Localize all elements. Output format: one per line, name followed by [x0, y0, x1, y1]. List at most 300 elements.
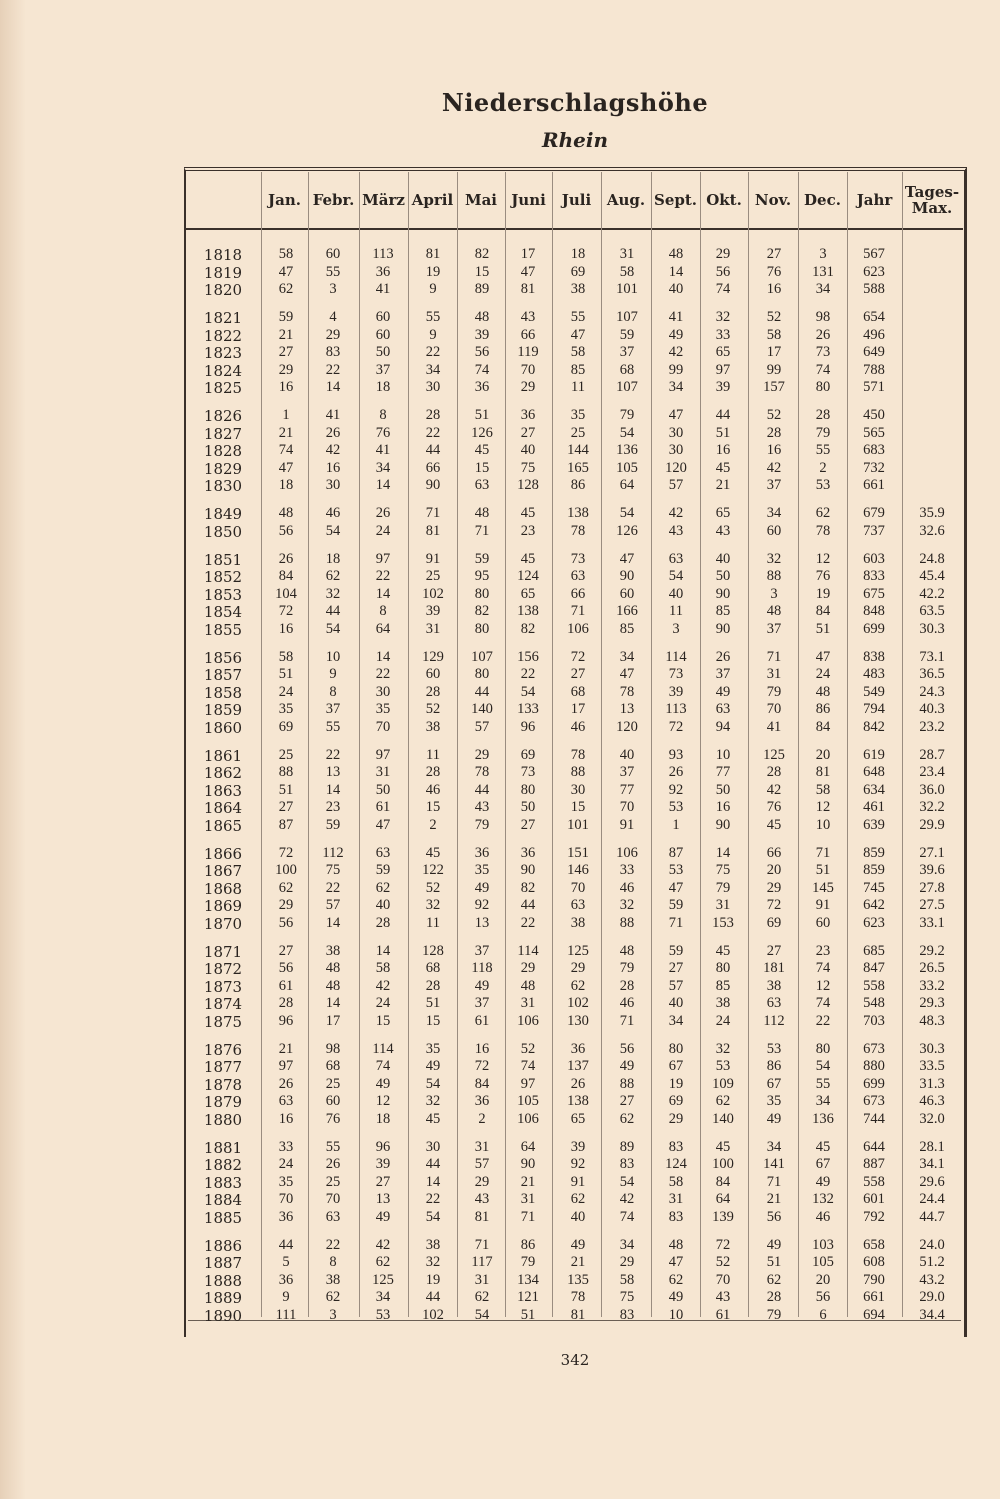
row-year: 1858: [203, 683, 243, 702]
table-cell: 65: [570, 1110, 586, 1127]
table-cell: 35: [766, 1093, 782, 1109]
table-cell: 32: [766, 550, 782, 567]
table-cell: 28.1: [919, 1138, 945, 1155]
table-cell: 91: [619, 816, 635, 833]
table-cell: 78: [619, 683, 635, 700]
table-cell: 21: [278, 1040, 294, 1057]
table-cell: 27: [520, 424, 536, 441]
table-cell: 62: [619, 1110, 635, 1127]
table-cell: 28: [425, 683, 441, 700]
table-cell: 67: [766, 1075, 782, 1092]
table-cell: 35: [425, 1040, 441, 1057]
table-cell: 106: [517, 1012, 539, 1029]
table-cell: 880: [863, 1058, 885, 1074]
table-cell: 790: [863, 1271, 885, 1288]
table-cell: 24.4: [919, 1191, 945, 1207]
table-cell: 49: [375, 1075, 391, 1092]
table-cell: 51: [815, 620, 831, 637]
row-year: 1886: [203, 1236, 243, 1255]
table-cell: 91: [570, 1173, 586, 1190]
row-year: 1870: [203, 914, 243, 933]
table-cell: 41: [375, 281, 391, 297]
table-cell: 36.5: [919, 666, 945, 682]
table-cell: 788: [863, 361, 885, 378]
table-cell: 42: [766, 781, 782, 798]
table-cell: 848: [863, 603, 885, 619]
table-cell: 85: [619, 620, 635, 637]
column-header: Nov.: [754, 191, 792, 209]
table-cell: 90: [425, 477, 441, 493]
table-cell: 19: [425, 1271, 441, 1288]
table-cell: 72: [278, 844, 294, 861]
table-cell: 3: [819, 246, 827, 262]
table-cell: 55: [325, 1138, 341, 1155]
table-cell: 639: [863, 816, 885, 833]
row-year: 1880: [203, 1110, 243, 1129]
table-cell: 33: [715, 326, 731, 343]
table-cell: 77: [715, 764, 731, 780]
table-cell: 32.6: [919, 522, 945, 539]
table-cell: 549: [863, 683, 885, 700]
table-cell: 83: [668, 1208, 684, 1225]
table-cell: 9: [329, 666, 337, 682]
table-cell: 89: [619, 1138, 635, 1155]
table-cell: 27: [520, 816, 536, 833]
table-cell: 3: [672, 620, 680, 637]
table-cell: 29: [619, 1254, 635, 1270]
table-cell: 46: [815, 1208, 831, 1225]
table-cell: 136: [812, 1110, 834, 1127]
table-cell: 64: [619, 477, 635, 493]
table-cell: 29: [570, 960, 586, 976]
table-cell: 27.5: [919, 897, 945, 913]
table-cell: 58: [375, 960, 391, 976]
table-cell: 28: [278, 995, 294, 1011]
table-cell: 78: [570, 522, 586, 539]
table-cell: 30: [668, 424, 684, 441]
table-cell: 5: [282, 1254, 290, 1270]
row-year: 1820: [203, 281, 243, 299]
column-header: April: [411, 191, 454, 209]
table-cell: 92: [474, 897, 490, 913]
table-cell: 47: [570, 326, 586, 343]
table-cell: 86: [520, 1236, 536, 1253]
row-year: 1851: [203, 550, 243, 569]
table-cell: 16: [474, 1040, 490, 1057]
table-cell: 153: [712, 914, 734, 931]
table-cell: 46: [619, 995, 635, 1011]
table-cell: 41: [668, 309, 684, 325]
table-cell: 31: [766, 666, 782, 682]
table-cell: 97: [375, 746, 391, 763]
column-header: März: [362, 191, 405, 209]
table-cell: 49: [815, 1173, 831, 1190]
table-cell: 26: [668, 764, 684, 780]
table-cell: 608: [863, 1254, 885, 1270]
column-header: Tages- Max.: [904, 183, 960, 217]
table-cell: 78: [570, 746, 586, 763]
table-cell: 45: [520, 505, 536, 521]
table-cell: 51: [425, 995, 441, 1011]
column-separator: [847, 172, 848, 1317]
table-cell: 55: [325, 263, 341, 280]
table-cell: 83: [668, 1138, 684, 1155]
table-cell: 63: [474, 477, 490, 493]
table-cell: 67: [815, 1156, 831, 1172]
table-cell: 588: [863, 281, 885, 297]
table-cell: 144: [567, 442, 589, 458]
table-cell: 32.2: [919, 799, 945, 815]
table-cell: 84: [474, 1075, 490, 1092]
table-cell: 634: [863, 781, 885, 798]
table-cell: 105: [517, 1093, 539, 1109]
table-cell: 23: [815, 942, 831, 959]
table-cell: 42: [619, 1191, 635, 1207]
row-year: 1869: [203, 897, 243, 915]
table-cell: 13: [619, 701, 635, 717]
table-cell: 22: [425, 424, 441, 441]
table-cell: 34: [668, 1012, 684, 1029]
table-cell: 38: [570, 914, 586, 931]
table-cell: 35.9: [919, 505, 945, 521]
table-cell: 24: [815, 666, 831, 682]
table-cell: 156: [517, 648, 539, 665]
table-cell: 49: [570, 1236, 586, 1253]
table-cell: 122: [422, 862, 444, 878]
table-cell: 84: [815, 718, 831, 735]
table-cell: 83: [325, 344, 341, 360]
table-cell: 49: [668, 326, 684, 343]
table-cell: 16: [278, 620, 294, 637]
table-cell: 80: [815, 1040, 831, 1057]
table-cell: 48: [520, 977, 536, 994]
table-cell: 79: [474, 816, 490, 833]
table-cell: 72: [278, 603, 294, 619]
table-cell: 70: [325, 1191, 341, 1207]
table-cell: 496: [863, 326, 885, 343]
table-cell: 98: [325, 1040, 341, 1057]
table-cell: 12: [815, 799, 831, 815]
table-cell: 15: [570, 799, 586, 815]
table-cell: 62: [570, 977, 586, 994]
table-cell: 21: [520, 1173, 536, 1190]
table-cell: 49: [425, 1058, 441, 1074]
table-cell: 118: [471, 960, 493, 976]
table-cell: 17: [570, 701, 586, 717]
table-cell: 14: [668, 263, 684, 280]
table-cell: 70: [715, 1271, 731, 1288]
table-cell: 36: [278, 1271, 294, 1288]
row-year: 1860: [203, 718, 243, 737]
table-cell: 15: [375, 1012, 391, 1029]
table-cell: 138: [567, 505, 589, 521]
table-cell: 126: [471, 424, 493, 441]
table-cell: 8: [379, 407, 387, 423]
table-cell: 42.2: [919, 585, 945, 602]
table-cell: 32: [425, 897, 441, 913]
table-cell: 679: [863, 505, 885, 521]
table-cell: 70: [766, 701, 782, 717]
row-year: 1825: [203, 379, 243, 397]
table-cell: 47: [278, 459, 294, 476]
row-year: 1885: [203, 1208, 243, 1227]
row-year: 1874: [203, 995, 243, 1013]
table-cell: 32.0: [919, 1110, 945, 1127]
table-cell: 88: [619, 914, 635, 931]
table-cell: 30.3: [919, 1040, 945, 1057]
table-cell: 36: [520, 407, 536, 423]
table-cell: 73.1: [919, 648, 945, 665]
table-cell: 80: [520, 781, 536, 798]
table-cell: 675: [863, 585, 885, 602]
table-cell: 49: [715, 683, 731, 700]
table-cell: 19: [668, 1075, 684, 1092]
table-cell: 10: [325, 648, 341, 665]
table-cell: 63: [668, 550, 684, 567]
table-cell: 31: [520, 1191, 536, 1207]
table-cell: 45.4: [919, 568, 945, 584]
table-cell: 18: [375, 379, 391, 395]
table-cell: 43.2: [919, 1271, 945, 1288]
table-cell: 97: [520, 1075, 536, 1092]
table-cell: 96: [278, 1012, 294, 1029]
table-cell: 24.3: [919, 683, 945, 700]
row-year: 1855: [203, 620, 243, 639]
table-cell: 47: [668, 1254, 684, 1270]
table-cell: 166: [616, 603, 638, 619]
table-cell: 40: [668, 281, 684, 297]
table-cell: 61: [715, 1306, 731, 1323]
table-cell: 26: [325, 1156, 341, 1172]
row-year: 1829: [203, 459, 243, 478]
table-cell: 22: [425, 1191, 441, 1207]
table-cell: 24: [278, 1156, 294, 1172]
table-cell: 68: [570, 683, 586, 700]
row-year: 1878: [203, 1075, 243, 1094]
column-separator: [552, 172, 553, 1317]
table-cell: 83: [619, 1306, 635, 1323]
row-year: 1876: [203, 1040, 243, 1059]
row-year: 1824: [203, 361, 243, 380]
table-cell: 40: [375, 897, 391, 913]
table-cell: 27: [278, 344, 294, 360]
table-cell: 58: [619, 263, 635, 280]
table-cell: 39: [425, 603, 441, 619]
table-cell: 18: [375, 1110, 391, 1127]
table-cell: 60: [325, 246, 341, 262]
table-cell: 105: [812, 1254, 834, 1270]
table-cell: 77: [619, 781, 635, 798]
table-cell: 29.2: [919, 942, 945, 959]
table-cell: 97: [278, 1058, 294, 1074]
row-year: 1889: [203, 1289, 243, 1307]
table-cell: 98: [815, 309, 831, 325]
table-cell: 42: [668, 344, 684, 360]
row-year: 1863: [203, 781, 243, 800]
table-cell: 72: [715, 1236, 731, 1253]
table-cell: 29: [520, 960, 536, 976]
table-cell: 112: [322, 844, 344, 861]
table-cell: 50: [715, 781, 731, 798]
table-cell: 54: [425, 1075, 441, 1092]
table-cell: 55: [570, 309, 586, 325]
table-cell: 15: [474, 459, 490, 476]
table-cell: 102: [422, 1306, 444, 1323]
table-cell: 14: [425, 1173, 441, 1190]
table-cell: 35: [278, 701, 294, 717]
table-cell: 25: [325, 1075, 341, 1092]
table-cell: 51: [278, 666, 294, 682]
table-cell: 111: [275, 1306, 297, 1323]
table-cell: 6: [819, 1306, 827, 1323]
table-cell: 9: [282, 1289, 290, 1305]
table-cell: 27: [766, 942, 782, 959]
table-cell: 40: [715, 550, 731, 567]
table-cell: 11: [571, 379, 585, 395]
table-cell: 37: [474, 995, 490, 1011]
table-cell: 74: [619, 1208, 635, 1225]
table-cell: 39: [668, 683, 684, 700]
table-cell: 30: [668, 442, 684, 458]
table-cell: 48: [474, 505, 490, 521]
table-cell: 20: [815, 746, 831, 763]
table-cell: 13: [474, 914, 490, 931]
table-cell: 126: [616, 522, 638, 539]
table-cell: 36: [474, 1093, 490, 1109]
table-cell: 68: [619, 361, 635, 378]
table-cell: 47: [278, 263, 294, 280]
table-cell: 44: [715, 407, 731, 423]
table-cell: 46: [425, 781, 441, 798]
table-cell: 28: [766, 424, 782, 441]
table-cell: 38: [425, 718, 441, 735]
table-cell: 45: [520, 550, 536, 567]
table-cell: 732: [863, 459, 885, 476]
table-cell: 107: [471, 648, 493, 665]
table-cell: 48: [278, 505, 294, 521]
table-cell: 80: [715, 960, 731, 976]
table-cell: 3: [329, 281, 337, 297]
table-cell: 23: [325, 799, 341, 815]
table-cell: 64: [520, 1138, 536, 1155]
table-cell: 75: [715, 862, 731, 878]
table-cell: 661: [863, 477, 885, 493]
table-cell: 25: [325, 1173, 341, 1190]
table-cell: 14: [375, 585, 391, 602]
table-cell: 44: [425, 1156, 441, 1172]
table-cell: 54: [520, 683, 536, 700]
table-cell: 54: [425, 1208, 441, 1225]
table-cell: 30: [570, 781, 586, 798]
table-cell: 673: [863, 1093, 885, 1109]
row-year: 1866: [203, 844, 243, 863]
table-cell: 34: [815, 281, 831, 297]
table-cell: 619: [863, 746, 885, 763]
table-cell: 50: [520, 799, 536, 815]
table-cell: 26.5: [919, 960, 945, 976]
table-cell: 31: [425, 620, 441, 637]
table-cell: 25: [425, 568, 441, 584]
table-cell: 26: [570, 1075, 586, 1092]
table-cell: 120: [616, 718, 638, 735]
table-cell: 76: [325, 1110, 341, 1127]
table-cell: 44: [425, 1289, 441, 1305]
table-cell: 104: [275, 585, 297, 602]
row-year: 1873: [203, 977, 243, 996]
table-cell: 74: [815, 960, 831, 976]
table-cell: 91: [425, 550, 441, 567]
table-cell: 66: [425, 459, 441, 476]
table-cell: 47: [619, 550, 635, 567]
table-cell: 29: [766, 879, 782, 896]
table-cell: 38: [715, 995, 731, 1011]
table-cell: 450: [863, 407, 885, 423]
table-cell: 62: [375, 879, 391, 896]
table-cell: 38: [425, 1236, 441, 1253]
table-cell: 45: [766, 816, 782, 833]
table-cell: 88: [278, 764, 294, 780]
table-cell: 49: [474, 977, 490, 994]
table-cell: 134: [517, 1271, 539, 1288]
table-cell: 165: [567, 459, 589, 476]
table-cell: 565: [863, 424, 885, 441]
table-cell: 79: [619, 407, 635, 423]
table-cell: 37: [375, 361, 391, 378]
table-cell: 22: [520, 666, 536, 682]
row-year: 1865: [203, 816, 243, 835]
table-cell: 842: [863, 718, 885, 735]
table-cell: 31.3: [919, 1075, 945, 1092]
table-cell: 48: [668, 1236, 684, 1253]
table-cell: 27: [278, 799, 294, 815]
table-cell: 69: [766, 914, 782, 931]
table-cell: 63: [715, 701, 731, 717]
table-cell: 84: [815, 603, 831, 619]
table-cell: 80: [474, 666, 490, 682]
table-cell: 46.3: [919, 1093, 945, 1109]
table-cell: 81: [425, 246, 441, 262]
table-cell: 56: [619, 1040, 635, 1057]
table-cell: 63: [570, 897, 586, 913]
table-cell: 106: [517, 1110, 539, 1127]
table-cell: 138: [517, 603, 539, 619]
row-year: 1819: [203, 263, 243, 282]
column-header: Mai: [464, 191, 498, 209]
table-cell: 28.7: [919, 746, 945, 763]
table-cell: 43: [668, 522, 684, 539]
table-cell: 27: [278, 942, 294, 959]
table-cell: 16: [278, 1110, 294, 1127]
table-cell: 66: [766, 844, 782, 861]
table-cell: 654: [863, 309, 885, 325]
row-year: 1861: [203, 746, 243, 765]
table-cell: 603: [863, 550, 885, 567]
table-cell: 32: [619, 897, 635, 913]
table-cell: 53: [715, 1058, 731, 1074]
table-cell: 84: [278, 568, 294, 584]
table-cell: 56: [715, 263, 731, 280]
table-cell: 31: [715, 897, 731, 913]
table-cell: 44: [474, 683, 490, 700]
table-cell: 56: [815, 1289, 831, 1305]
table-cell: 73: [668, 666, 684, 682]
table-cell: 694: [863, 1306, 885, 1323]
table-cell: 2: [429, 816, 437, 833]
row-year: 1850: [203, 522, 243, 541]
table-cell: 56: [766, 1208, 782, 1225]
table-cell: 10: [715, 746, 731, 763]
table-cell: 59: [278, 309, 294, 325]
